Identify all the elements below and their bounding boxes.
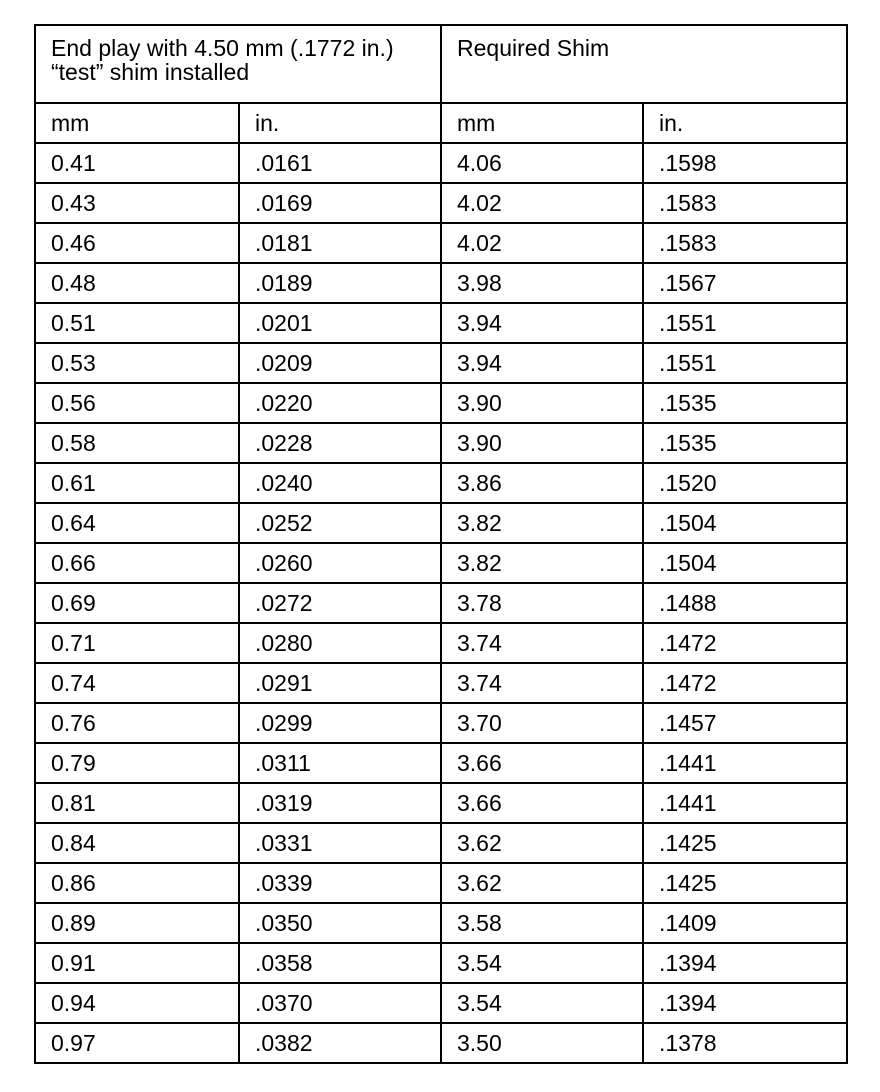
end-play-in-cell: .0331 [239, 823, 441, 863]
end-play-in-cell: .0350 [239, 903, 441, 943]
end-play-in-cell: .0161 [239, 143, 441, 183]
table-row [35, 543, 847, 583]
end-play-mm-cell: 0.66 [35, 543, 239, 583]
end-play-mm-cell: 0.56 [35, 383, 239, 423]
shim-mm-cell: 3.78 [441, 583, 643, 623]
shim-in-cell: .1535 [643, 383, 847, 423]
end-play-mm-cell: 0.79 [35, 743, 239, 783]
shim-in-cell: .1488 [643, 583, 847, 623]
end-play-in-cell: .0252 [239, 503, 441, 543]
shim-mm-cell: 4.06 [441, 143, 643, 183]
end-play-in-cell: .0382 [239, 1023, 441, 1063]
shim-in-cell: .1472 [643, 663, 847, 703]
shim-in-cell: .1472 [643, 623, 847, 663]
shim-mm-cell: 3.62 [441, 863, 643, 903]
shim-in-cell: .1567 [643, 263, 847, 303]
shim-mm-unit: mm [441, 103, 643, 143]
table-row [35, 783, 847, 823]
end-play-mm-cell: 0.74 [35, 663, 239, 703]
shim-mm-cell: 3.86 [441, 463, 643, 503]
unit-row [35, 103, 847, 143]
shim-mm-cell: 4.02 [441, 223, 643, 263]
end-play-in-cell: .0280 [239, 623, 441, 663]
end-play-in-cell: .0339 [239, 863, 441, 903]
shim-in-cell: .1551 [643, 343, 847, 383]
shim-mm-cell: 3.82 [441, 543, 643, 583]
end-play-mm-cell: 0.86 [35, 863, 239, 903]
table-row [35, 983, 847, 1023]
shim-mm-cell: 3.90 [441, 423, 643, 463]
shim-in-cell: .1457 [643, 703, 847, 743]
shim-mm-cell: 3.74 [441, 623, 643, 663]
end-play-mm-cell: 0.48 [35, 263, 239, 303]
end-play-in-unit: in. [239, 103, 441, 143]
shim-in-cell: .1504 [643, 543, 847, 583]
end-play-mm-cell: 0.64 [35, 503, 239, 543]
shim-in-cell: .1378 [643, 1023, 847, 1063]
shim-mm-cell: 4.02 [441, 183, 643, 223]
table-row [35, 903, 847, 943]
table-row [35, 223, 847, 263]
end-play-in-cell: .0209 [239, 343, 441, 383]
end-play-mm-cell: 0.91 [35, 943, 239, 983]
end-play-in-cell: .0240 [239, 463, 441, 503]
shim-mm-cell: 3.90 [441, 383, 643, 423]
shim-in-cell: .1425 [643, 863, 847, 903]
shim-in-cell: .1583 [643, 183, 847, 223]
end-play-in-cell: .0228 [239, 423, 441, 463]
table-row [35, 823, 847, 863]
end-play-mm-cell: 0.89 [35, 903, 239, 943]
shim-mm-cell: 3.82 [441, 503, 643, 543]
end-play-in-cell: .0291 [239, 663, 441, 703]
shim-mm-cell: 3.50 [441, 1023, 643, 1063]
table-row [35, 303, 847, 343]
shim-mm-cell: 3.62 [441, 823, 643, 863]
table-row [35, 183, 847, 223]
end-play-mm-cell: 0.41 [35, 143, 239, 183]
end-play-mm-cell: 0.46 [35, 223, 239, 263]
end-play-in-cell: .0201 [239, 303, 441, 343]
shim-in-cell: .1504 [643, 503, 847, 543]
end-play-in-cell: .0169 [239, 183, 441, 223]
end-play-in-cell: .0319 [239, 783, 441, 823]
shim-in-cell: .1583 [643, 223, 847, 263]
end-play-in-cell: .0260 [239, 543, 441, 583]
end-play-in-cell: .0370 [239, 983, 441, 1023]
table-row [35, 343, 847, 383]
end-play-in-cell: .0181 [239, 223, 441, 263]
shim-mm-cell: 3.74 [441, 663, 643, 703]
table-body [35, 25, 847, 1063]
shim-mm-cell: 3.94 [441, 303, 643, 343]
table-row [35, 703, 847, 743]
shim-mm-cell: 3.98 [441, 263, 643, 303]
end-play-mm-cell: 0.58 [35, 423, 239, 463]
shim-in-cell: .1598 [643, 143, 847, 183]
end-play-mm-cell: 0.76 [35, 703, 239, 743]
end-play-in-cell: .0311 [239, 743, 441, 783]
end-play-in-cell: .0220 [239, 383, 441, 423]
end-play-mm-cell: 0.84 [35, 823, 239, 863]
end-play-header: End play with 4.50 mm (.1772 in.) “test” shim installed [35, 25, 441, 103]
shim-mm-cell: 3.66 [441, 743, 643, 783]
end-play-in-cell: .0299 [239, 703, 441, 743]
table-row [35, 1023, 847, 1063]
shim-in-cell: .1409 [643, 903, 847, 943]
end-play-mm-cell: 0.53 [35, 343, 239, 383]
shim-mm-cell: 3.54 [441, 983, 643, 1023]
table-row [35, 863, 847, 903]
end-play-mm-unit: mm [35, 103, 239, 143]
end-play-in-cell: .0189 [239, 263, 441, 303]
shim-mm-cell: 3.54 [441, 943, 643, 983]
end-play-in-cell: .0272 [239, 583, 441, 623]
end-play-mm-cell: 0.81 [35, 783, 239, 823]
table-row [35, 463, 847, 503]
shim-selection-table [34, 24, 848, 1064]
shim-in-cell: .1551 [643, 303, 847, 343]
shim-mm-cell: 3.58 [441, 903, 643, 943]
shim-in-cell: .1425 [643, 823, 847, 863]
end-play-mm-cell: 0.97 [35, 1023, 239, 1063]
end-play-mm-cell: 0.71 [35, 623, 239, 663]
table-row [35, 423, 847, 463]
end-play-mm-cell: 0.94 [35, 983, 239, 1023]
shim-in-cell: .1535 [643, 423, 847, 463]
end-play-mm-cell: 0.61 [35, 463, 239, 503]
table-row [35, 383, 847, 423]
shim-mm-cell: 3.70 [441, 703, 643, 743]
end-play-in-cell: .0358 [239, 943, 441, 983]
table-row [35, 583, 847, 623]
table-row [35, 503, 847, 543]
table-row [35, 743, 847, 783]
table-header-row [35, 25, 847, 103]
shim-in-cell: .1394 [643, 943, 847, 983]
shim-in-cell: .1520 [643, 463, 847, 503]
table-row [35, 943, 847, 983]
table-row [35, 143, 847, 183]
table-row [35, 263, 847, 303]
table-row [35, 623, 847, 663]
shim-in-cell: .1394 [643, 983, 847, 1023]
end-play-mm-cell: 0.69 [35, 583, 239, 623]
shim-in-cell: .1441 [643, 783, 847, 823]
shim-in-cell: .1441 [643, 743, 847, 783]
end-play-mm-cell: 0.51 [35, 303, 239, 343]
end-play-mm-cell: 0.43 [35, 183, 239, 223]
shim-mm-cell: 3.66 [441, 783, 643, 823]
shim-in-unit: in. [643, 103, 847, 143]
shim-mm-cell: 3.94 [441, 343, 643, 383]
table-row [35, 663, 847, 703]
required-shim-header: Required Shim [441, 25, 847, 103]
